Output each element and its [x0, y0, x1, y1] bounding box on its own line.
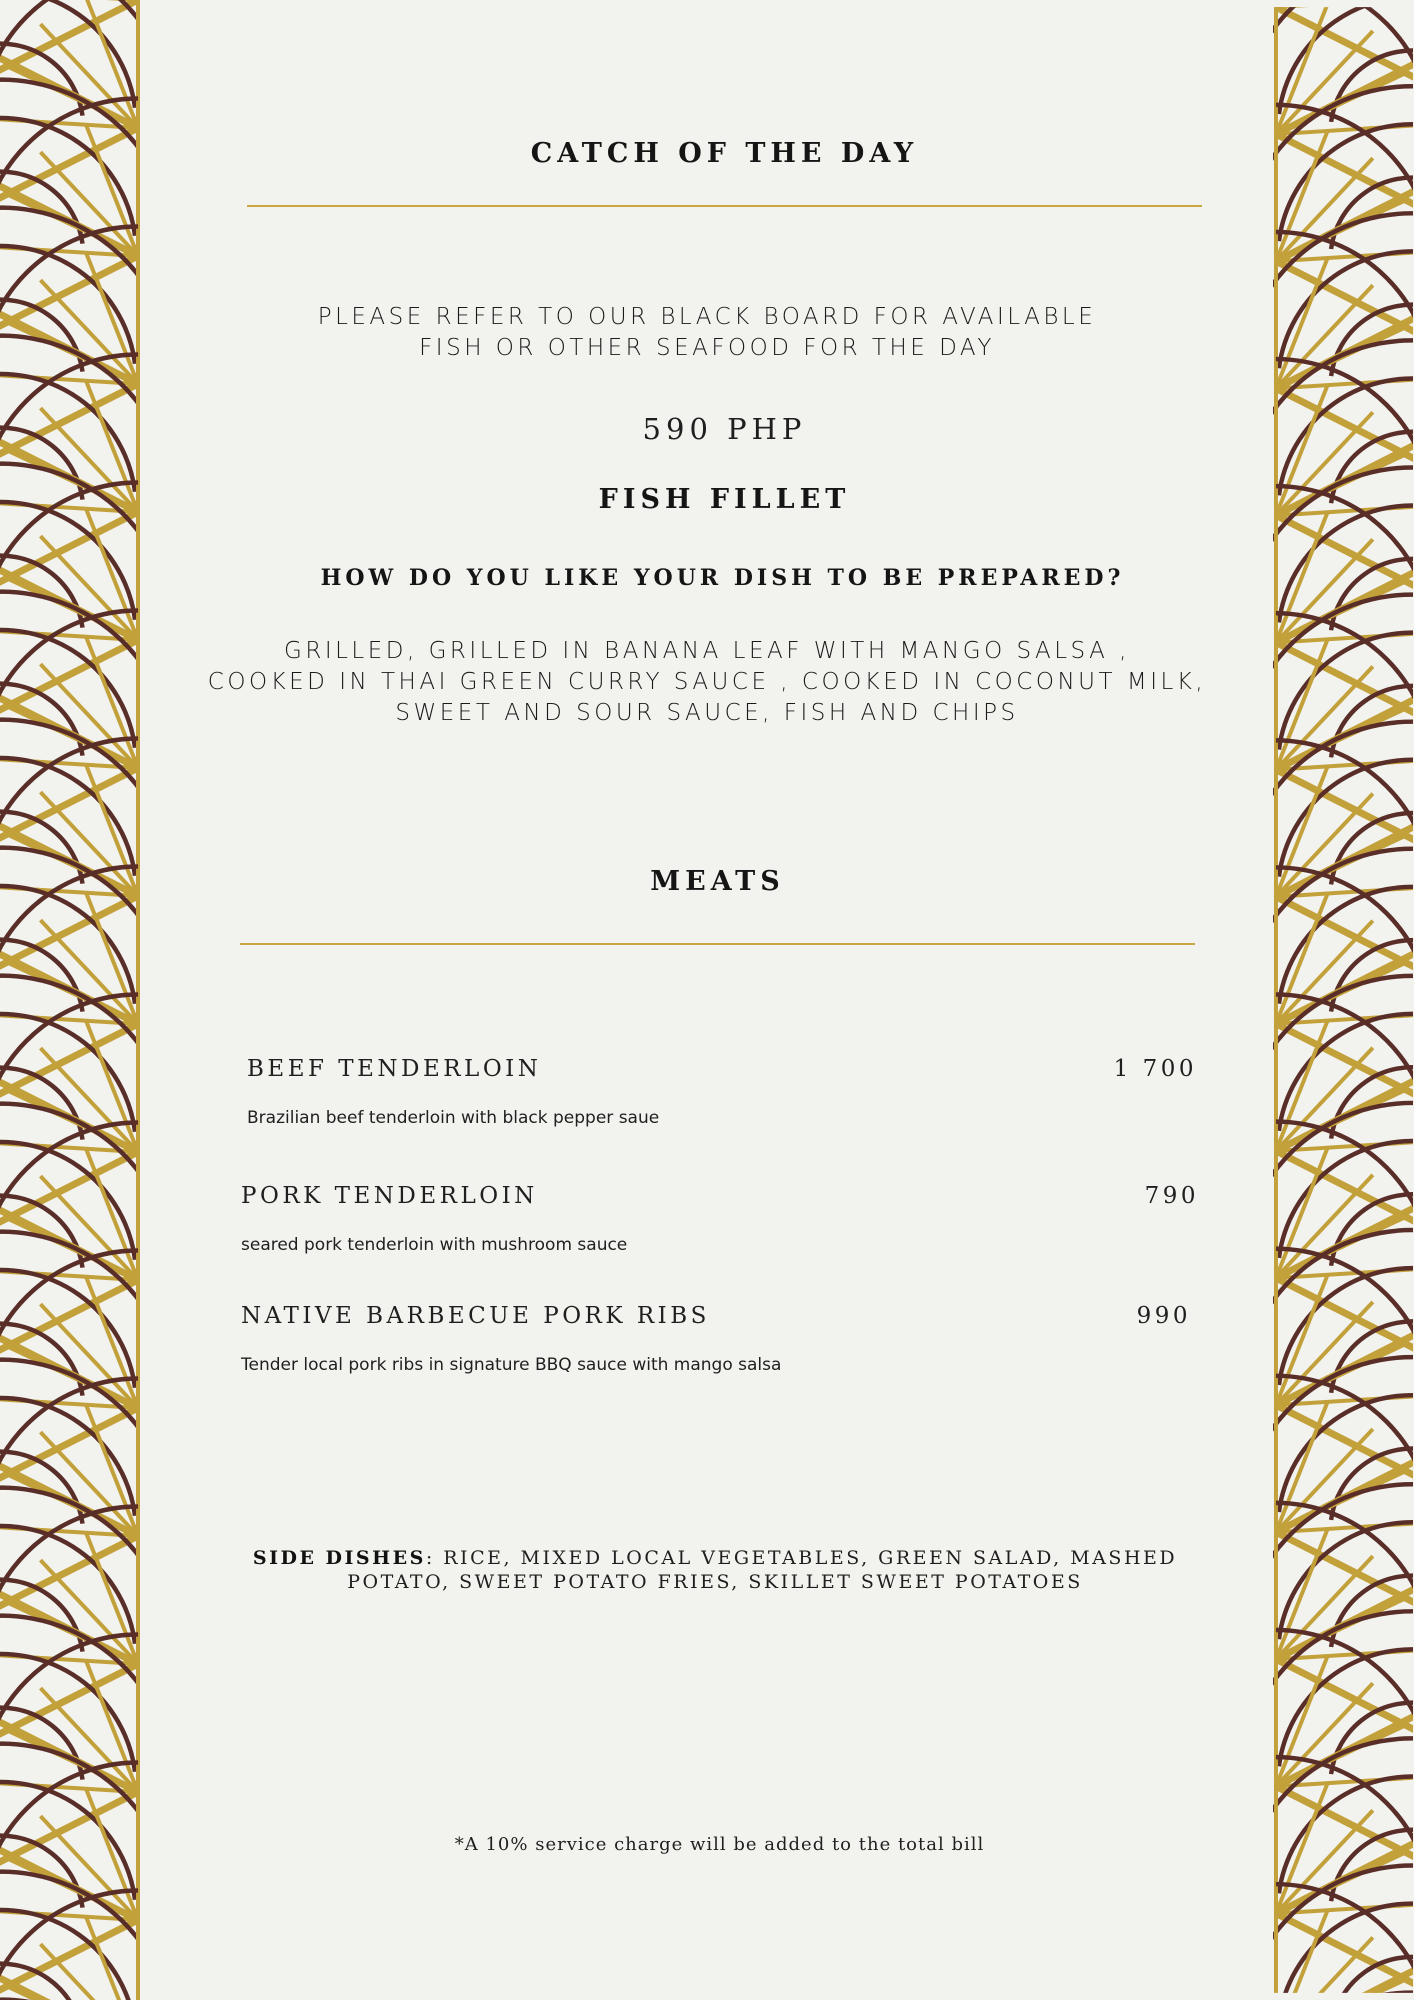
catch-of-the-day-heading: CATCH OF THE DAY [530, 138, 919, 169]
service-charge-note: *A 10% service charge will be added to the total bill [454, 1834, 985, 1855]
option-line: COOKED IN THAI GREEN CURRY SAUCE , COOKED IN COCONUT MILK, [207, 669, 1207, 695]
fish-fillet-title: FISH FILLET [598, 484, 851, 515]
side-dishes-list: : RICE, MIXED LOCAL VEGETABLES, GREEN SALAD, MASHED [425, 1547, 1178, 1569]
blackboard-notice [150, 302, 1264, 364]
preparation-question: HOW DO YOU LIKE YOUR DISH TO BE PREPARED? [320, 565, 1125, 591]
option-line: SWEET AND SOUR SAUCE, FISH AND CHIPS [395, 700, 1019, 726]
notice-line: PLEASE REFER TO OUR BLACK BOARD FOR AVAILABLE [317, 304, 1097, 330]
item-name: BEEF TENDERLOIN [247, 1056, 542, 1082]
preparation-options [150, 636, 1264, 729]
side-dishes-line [200, 1546, 1230, 1570]
catch-price: 590 PHP [642, 412, 807, 446]
side-dishes-label: SIDE DISHES [252, 1547, 426, 1569]
meats-heading: MEATS [650, 866, 785, 897]
item-description: seared pork tenderloin with mushroom sauce [241, 1235, 628, 1255]
catch-divider [247, 205, 1202, 207]
item-price: 1 700 [1113, 1056, 1197, 1082]
item-price: 790 [1144, 1183, 1199, 1209]
item-name: PORK TENDERLOIN [241, 1183, 538, 1209]
side-dishes [200, 1546, 1230, 1594]
item-price: 990 [1136, 1303, 1191, 1329]
item-description: Tender local pork ribs in signature BBQ sauce with mango salsa [241, 1355, 782, 1375]
meats-divider [240, 943, 1195, 945]
item-description: Brazilian beef tenderloin with black pepper saue [247, 1108, 660, 1128]
item-name: NATIVE BARBECUE PORK RIBS [241, 1303, 710, 1329]
notice-line: FISH OR OTHER SEAFOOD FOR THE DAY [419, 335, 995, 361]
side-dishes-line: POTATO, SWEET POTATO FRIES, SKILLET SWEET POTATOES [347, 1571, 1083, 1593]
option-line: GRILLED, GRILLED IN BANANA LEAF WITH MANGO SALSA , [284, 638, 1130, 664]
